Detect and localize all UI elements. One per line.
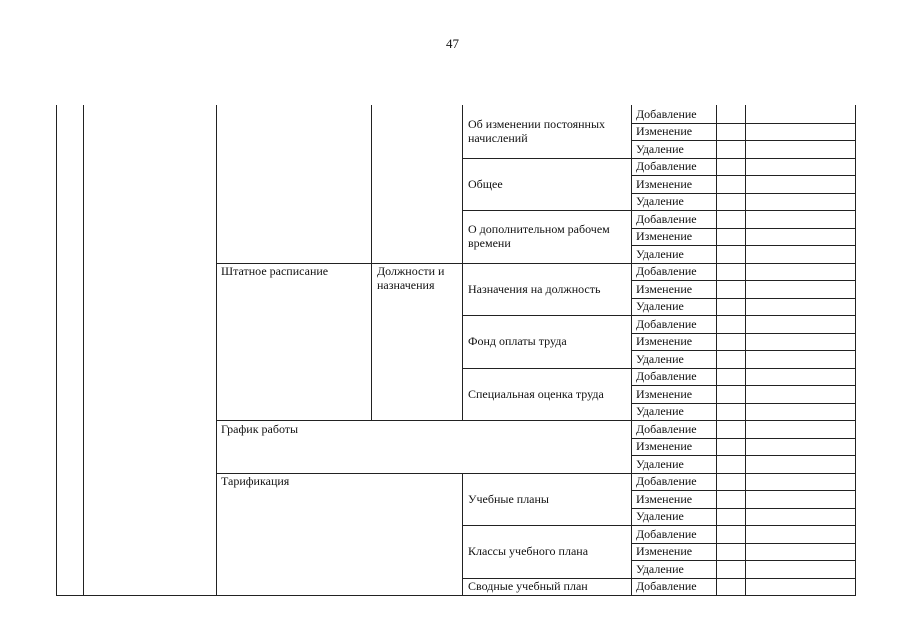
action-label: Изменение — [636, 281, 693, 296]
action-row-rule — [631, 350, 856, 351]
action-label: Удаление — [636, 404, 684, 418]
action-label: Добавление — [636, 474, 697, 488]
action-row-rule — [631, 543, 856, 544]
item-label: Классы учебного плана — [468, 544, 589, 559]
action-label: Добавление — [636, 106, 697, 121]
section-label: График работы — [221, 421, 299, 436]
group-rule — [216, 420, 856, 421]
action-row-rule — [631, 140, 856, 141]
item-label: Фонд оплаты труда — [468, 334, 567, 349]
action-label: Изменение — [636, 439, 693, 453]
action-label: Изменение — [636, 386, 693, 401]
action-label: Изменение — [636, 176, 693, 191]
action-row-rule — [631, 403, 856, 404]
action-row-rule — [631, 438, 856, 439]
action-row-rule — [631, 280, 856, 281]
action-row-rule — [631, 228, 856, 229]
action-label: Удаление — [636, 141, 684, 156]
action-label: Добавление — [636, 526, 697, 541]
section-label: Штатное расписание — [221, 264, 329, 278]
action-row-rule — [631, 560, 856, 561]
action-label: Удаление — [636, 509, 684, 523]
subsection-label: Должности и назначения — [377, 264, 445, 292]
action-row-rule — [631, 490, 856, 491]
action-label: Изменение — [636, 229, 693, 243]
action-label: Удаление — [636, 194, 684, 208]
action-label: Изменение — [636, 124, 693, 138]
subsection-column-rule — [371, 105, 372, 420]
column-rule — [83, 105, 84, 595]
action-label: Удаление — [636, 561, 684, 576]
page-number: 47 — [446, 36, 459, 51]
item-label: Назначения на должность — [468, 281, 601, 296]
action-row-rule — [631, 385, 856, 386]
section-label: Тарификация — [221, 474, 290, 488]
item-label: Об изменении постоянных начислений — [468, 117, 606, 146]
group-rule — [462, 315, 856, 316]
group-rule — [216, 473, 856, 474]
action-label: Изменение — [636, 491, 693, 506]
table-bottom-rule — [56, 595, 856, 596]
action-label: Изменение — [636, 544, 693, 558]
action-label: Удаление — [636, 351, 684, 366]
action-label: Добавление — [636, 421, 697, 436]
action-label: Удаление — [636, 299, 684, 313]
group-rule — [462, 578, 856, 579]
item-column-rule — [462, 105, 463, 420]
group-rule — [462, 210, 856, 211]
action-label: Удаление — [636, 246, 684, 261]
action-label: Добавление — [636, 159, 697, 173]
item-label: Сводные учебный план — [468, 579, 588, 594]
item-label: Специальная оценка труда — [468, 386, 604, 401]
item-column-rule — [462, 473, 463, 596]
action-row-rule — [631, 193, 856, 194]
action-label: Добавление — [636, 264, 697, 278]
action-row-rule — [631, 333, 856, 334]
item-label: Учебные планы — [468, 491, 549, 506]
action-row-rule — [631, 175, 856, 176]
action-row-rule — [631, 245, 856, 246]
item-label: О дополнительном рабочем времени — [468, 222, 610, 251]
group-rule — [462, 525, 856, 526]
column-rule — [56, 105, 57, 595]
action-row-rule — [631, 123, 856, 124]
action-label: Добавление — [636, 316, 697, 331]
action-row-rule — [631, 508, 856, 509]
action-label: Добавление — [636, 369, 697, 383]
group-rule — [462, 158, 856, 159]
column-rule — [216, 105, 217, 595]
group-rule — [462, 368, 856, 369]
action-label: Добавление — [636, 579, 697, 593]
action-label: Добавление — [636, 211, 697, 226]
action-label: Изменение — [636, 334, 693, 348]
item-label: Общее — [468, 176, 503, 191]
action-row-rule — [631, 455, 856, 456]
action-label: Удаление — [636, 456, 684, 471]
action-row-rule — [631, 298, 856, 299]
